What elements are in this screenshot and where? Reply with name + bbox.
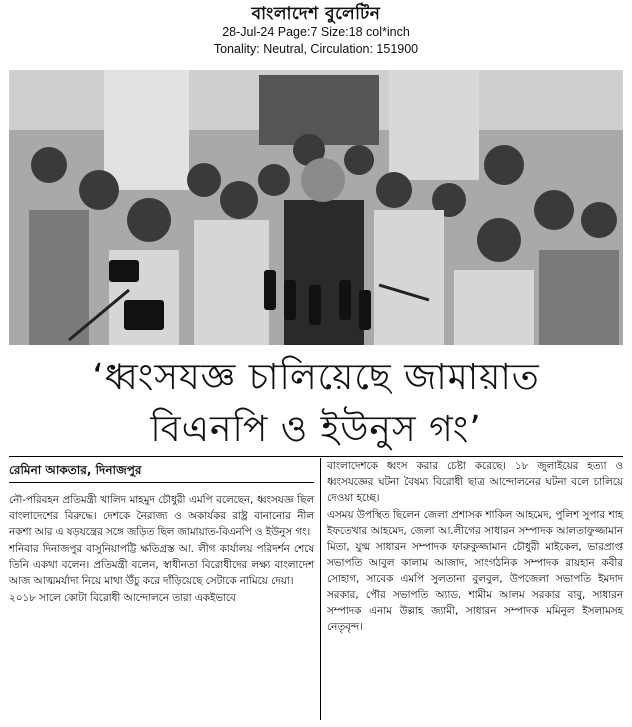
news-photo bbox=[9, 70, 623, 345]
headline-rule bbox=[9, 456, 623, 457]
tonality-circulation-line: Tonality: Neutral, Circulation: 151900 bbox=[213, 42, 419, 56]
byline: রেমিনা আকতার, দিনাজপুর bbox=[9, 463, 142, 477]
body-column-right bbox=[327, 458, 623, 636]
body-paragraph: বাংলাদেশকে ধ্বংস করার চেষ্টা করেছে। ১৮ জুলাইয়ের হত্যা ও ধ্বংসযজ্ঞের ঘটনা বৈষম্য বিরোধী ছাত্র আন্দোলনের ঘটনা বলে চালিয়ে দেওয়া হচ্ছে। bbox=[327, 460, 623, 504]
body-paragraph: ২০১৮ সালে কোটা বিরোধী আন্দোলনে তারা একইভাবে bbox=[9, 592, 236, 604]
body-paragraph: শনিবার দিনাজপুর বাসুনিয়াপট্টি ক্ষতিগ্রস্ত আ. লীগ কার্যালয় পরিদর্শন শেষে তিনি একথা বলেন। প্রতিমন্ত্রী বলেন, স্বাধীনতা বিরোধীদের লক্ষ্য বাংলাদেশ আজ আত্মমর্যাদা নিয়ে মাথা উঁচু করে দাঁড়িয়েছে সেটাকে নামিয়ে দেয়া। bbox=[9, 543, 314, 587]
date-page-size-line: 28-Jul-24 Page:7 Size:18 col*inch bbox=[222, 25, 410, 39]
byline-rule bbox=[9, 482, 314, 483]
body-paragraph: নৌ-পরিবহন প্রতিমন্ত্রী খালিদ মাহমুদ চৌধুরী এমপি বলেছেন, ধ্বংসযজ্ঞ ছিল বাংলাদেশের বিরুদ্ধে। দেশকে নৈরাজ্য ও অকার্যকর রাষ্ট্র বানানোর নীল নকশা আর এ ষড়যন্ত্রের সঙ্গে জড়িত ছিল জামায়াত-বিএনপি ও ইউনুস গং। bbox=[9, 494, 314, 538]
column-divider bbox=[320, 458, 321, 720]
masthead bbox=[0, 4, 632, 58]
body-paragraph: এসময় উপস্থিত ছিলেন জেলা প্রশাসক শাকিল আহমেদ, পুলিশ সুপার শাহ ইফতেখার আহমেদ, জেলা আ.লীগের সাধারন সম্পাদক আলতাফুজ্জামান মিতা, যুগ্ম সাধারন সম্পাদক ফারুকুজ্জামান চৌধুরী মাইকেল, ভারপ্রাপ্ত সভাপতি আবুল কালাম আজাদ, সাংগঠনিক সম্পাদক রায়হান কবীর সোহাগ, সাবেক এমপি সুলতানা বুলবুল, উপজেলা সভাপতি ইমদাদ সরকার, পৌর সভাপতি অ্যাড. শামীম আলম সরকার বাবু, সাধারন সম্পাদক এনাম উল্লাহ জ্যামী, সাধারন সম্পাদক মমিনুল ইসলামসহ নেতৃবৃন্দ। bbox=[327, 509, 623, 633]
headline bbox=[0, 352, 632, 456]
headline-line-2: বিএনপি ও ইউনুস গং’ bbox=[150, 409, 482, 450]
body-column-left bbox=[9, 492, 314, 607]
headline-line-1: ‘ধ্বংসযজ্ঞ চালিয়েছে জামায়াত bbox=[92, 357, 540, 398]
press-photo-crowd-microphones-icon bbox=[9, 70, 623, 345]
publication-name: বাংলাদেশ বুলেটিন bbox=[251, 4, 381, 24]
